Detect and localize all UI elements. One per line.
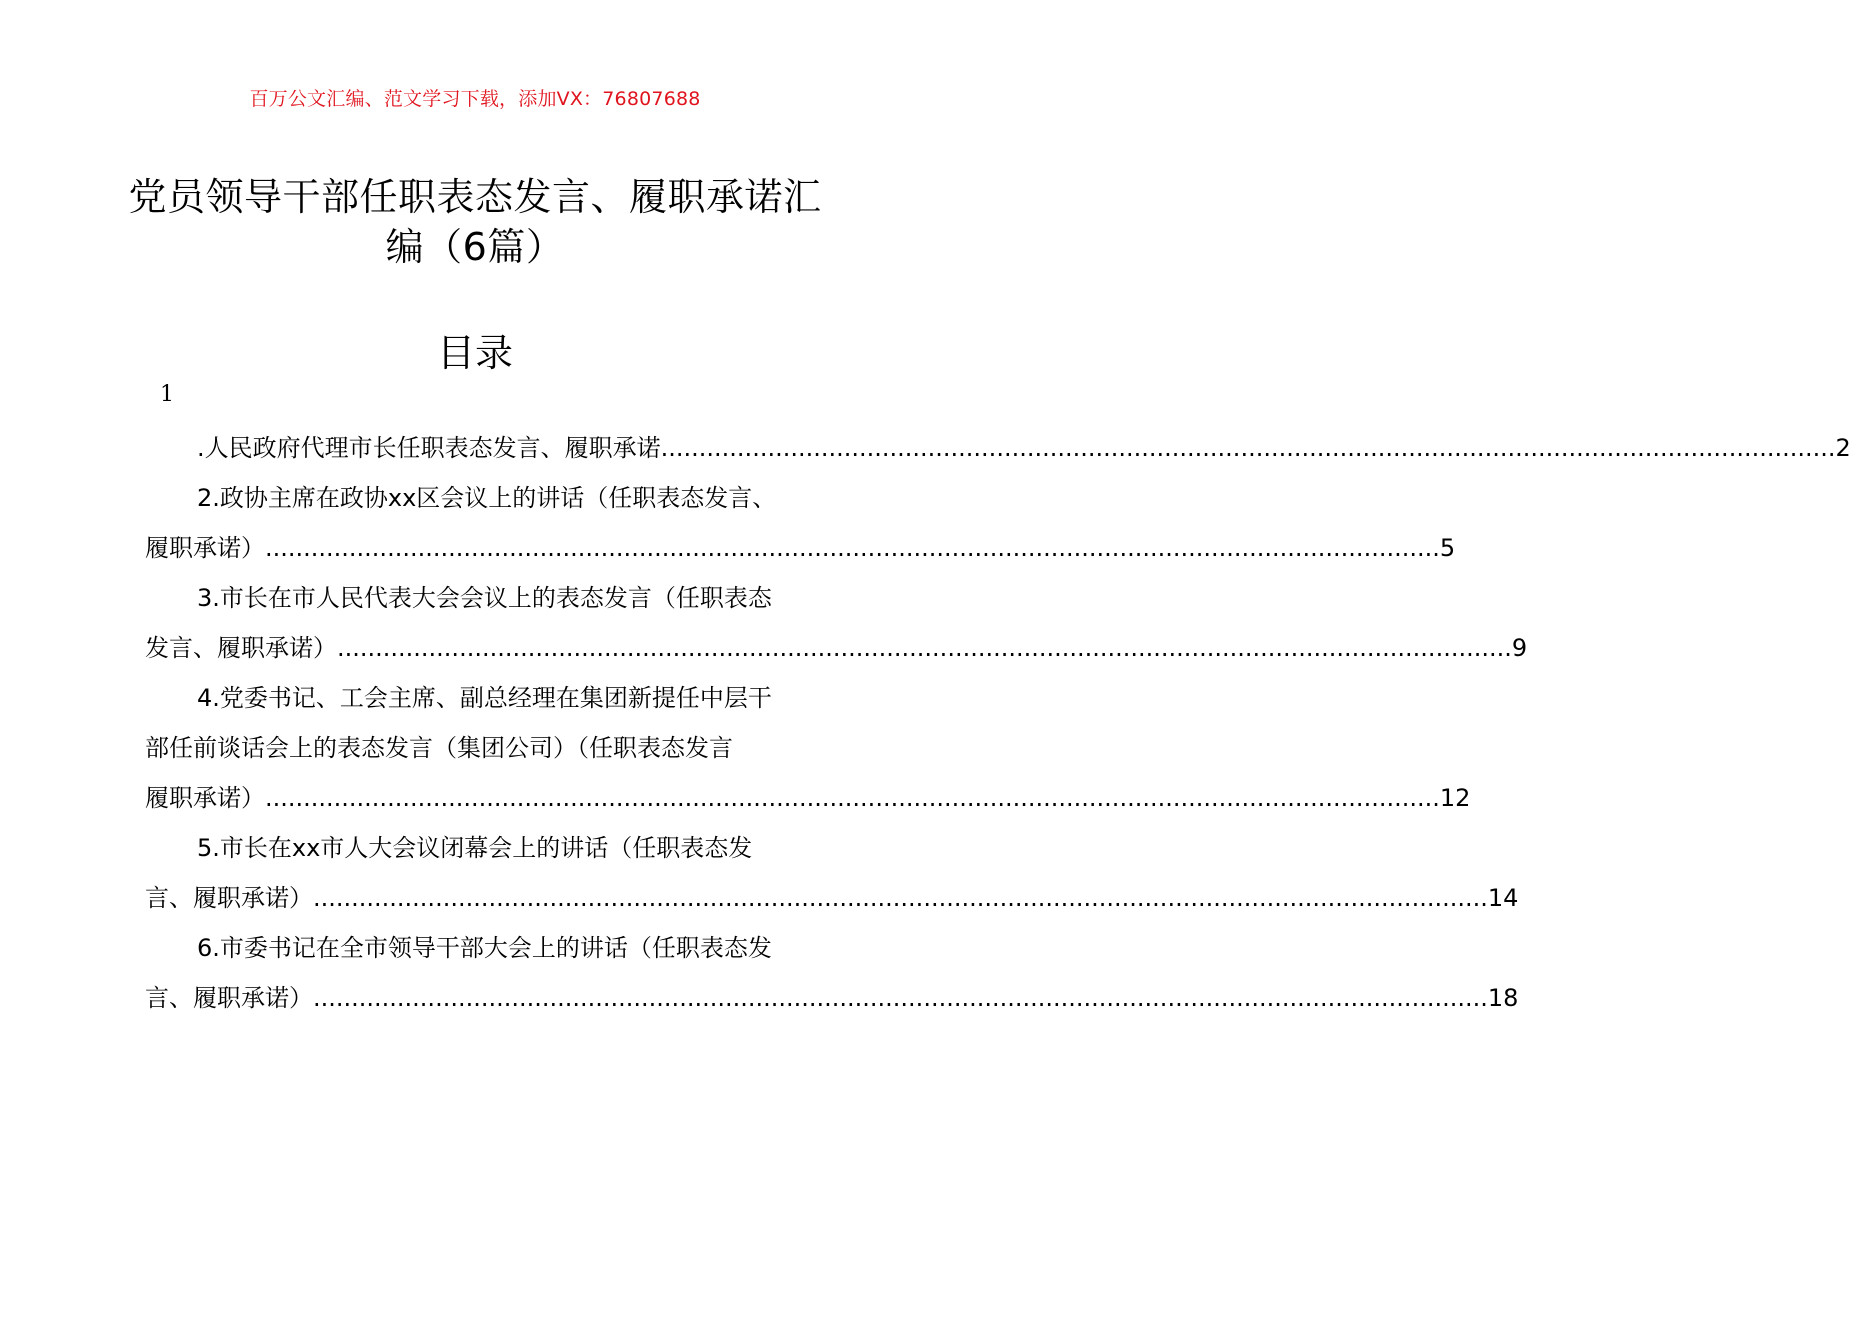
toc-entry-line: 2.政协主席在政协xx区会议上的讲话（任职表态发言、 bbox=[197, 484, 777, 512]
toc-entry-line bbox=[145, 523, 1456, 573]
toc-entry-line bbox=[145, 973, 1519, 1023]
toc-entry-6[interactable] bbox=[145, 923, 1519, 1023]
dot-leader: .......................................................................................................................................................... bbox=[265, 534, 1440, 562]
toc-entry-line bbox=[145, 873, 1519, 923]
toc-entry-line: 6.市委书记在全市领导干部大会上的讲话（任职表态发 bbox=[197, 934, 772, 962]
toc-entry-line: 4.党委书记、工会主席、副总经理在集团新提任中层干 bbox=[197, 684, 772, 712]
table-of-contents bbox=[145, 423, 1851, 1023]
dot-leader: .......................................................................................................................................................... bbox=[313, 884, 1488, 912]
toc-entry-line: 3.市长在市人民代表大会会议上的表态发言（任职表态 bbox=[197, 584, 772, 612]
toc-entry-page: 2 bbox=[1835, 434, 1851, 462]
toc-entry-text: 言、履职承诺） bbox=[145, 984, 313, 1012]
toc-entry-line bbox=[145, 423, 1851, 473]
dot-leader: .......................................................................................................................................................... bbox=[265, 784, 1440, 812]
toc-heading: 目录 bbox=[436, 331, 513, 375]
toc-entry-3[interactable] bbox=[145, 573, 1528, 673]
dot-leader: .......................................................................................................................................................... bbox=[313, 984, 1488, 1012]
toc-entry-text: 履职承诺） bbox=[145, 784, 265, 812]
toc-entry-2[interactable] bbox=[145, 473, 1456, 573]
toc-entry-text: 履职承诺） bbox=[145, 534, 265, 562]
toc-entry-page: 9 bbox=[1511, 634, 1528, 662]
toc-entry-4[interactable] bbox=[145, 673, 1471, 823]
toc-entry-text: 言、履职承诺） bbox=[145, 884, 313, 912]
toc-entry-page: 5 bbox=[1439, 534, 1456, 562]
title-line-1: 党员领导干部任职表态发言、履职承诺汇 bbox=[128, 175, 822, 219]
toc-entry-line bbox=[145, 773, 1471, 823]
dot-leader: .......................................................................................................................................................... bbox=[660, 434, 1836, 462]
toc-entry-text: .人民政府代理市长任职表态发言、履职承诺 bbox=[197, 434, 661, 462]
dot-leader: .......................................................................................................................................................... bbox=[337, 634, 1512, 662]
toc-entry-line: 部任前谈话会上的表态发言（集团公司）（任职表态发言 bbox=[145, 734, 733, 762]
title-line-2: 编（6篇） bbox=[385, 225, 565, 269]
toc-entry-page: 14 bbox=[1487, 884, 1519, 912]
watermark-banner: 百万公文汇编、范文学习下载，添加VX：76807688 bbox=[249, 88, 701, 110]
toc-entry-page: 18 bbox=[1487, 984, 1519, 1012]
toc-entry-line bbox=[145, 623, 1528, 673]
toc-entry-1[interactable] bbox=[145, 423, 1851, 473]
toc-entry-5[interactable] bbox=[145, 823, 1519, 923]
page-number-mark: 1 bbox=[160, 382, 174, 407]
toc-entry-text: 发言、履职承诺） bbox=[145, 634, 337, 662]
toc-entry-page: 12 bbox=[1439, 784, 1471, 812]
toc-entry-line: 5.市长在xx市人大会议闭幕会上的讲话（任职表态发 bbox=[197, 834, 753, 862]
document-title bbox=[0, 172, 950, 272]
